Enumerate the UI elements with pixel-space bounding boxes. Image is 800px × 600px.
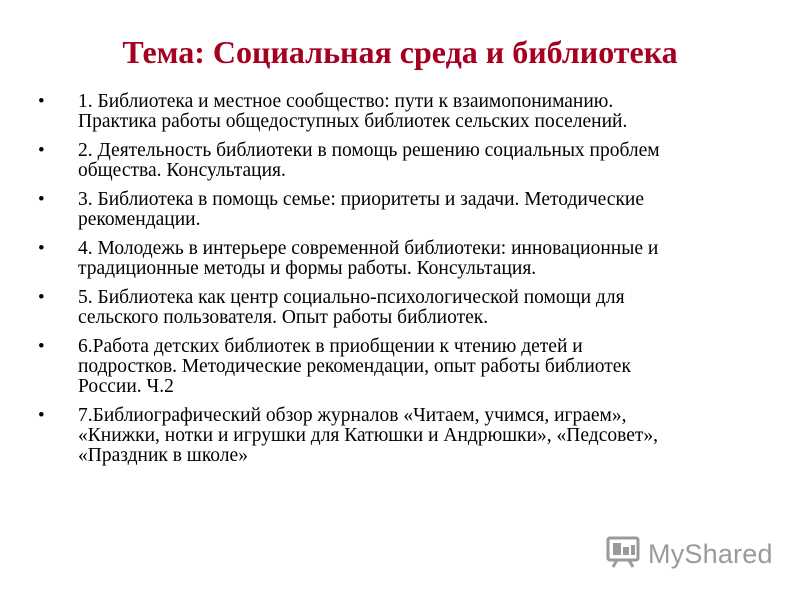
list-item [38,406,763,466]
bullet-icon: • [38,189,45,210]
list-item [38,92,763,132]
watermark-text: MyShared [648,538,773,569]
bullet-icon: • [38,238,45,259]
list-item [38,337,763,397]
list-item-text: 6.Работа детских библиотек в приобщении к чтению детей и подростков. Методические рекомендации, опыт работы библиотек России. Ч.2 [78,336,631,397]
list-item-text: 4. Молодежь в интерьере современной библиотеки: инновационные и традиционные методы и формы работы. Консультация. [78,238,659,279]
bullet-icon: • [38,336,45,357]
watermark-logo [606,537,773,571]
bullet-icon: • [38,405,45,426]
list-item-text: 1. Библиотека и местное сообщество: пути к взаимопониманию. Практика работы общедоступных библиотек сельских поселений. [78,91,628,132]
slide-title: Тема: Социальная среда и библиотека [122,34,678,70]
list-item [38,190,763,230]
list-item-text: 2. Деятельность библиотеки в помощь решению социальных проблем общества. Консультация. [78,140,660,181]
bullet-icon: • [38,91,45,112]
presentation-board-icon [606,536,642,573]
list-item-text: 7.Библиографический обзор журналов «Читаем, учимся, играем», «Книжки, нотки и игрушки для Катюшки и Андрюшки», «Педсовет», «Праздник в школе» [78,405,659,466]
list-item-text: 3. Библиотека в помощь семье: приоритеты и задачи. Методические рекомендации. [78,189,645,230]
list-item-text: 5. Библиотека как центр социально-психологической помощи для сельского пользователя. Опыт работы библиотек. [78,287,625,328]
topic-list [38,92,763,475]
list-item [38,239,763,279]
list-item [38,288,763,328]
list-item [38,141,763,181]
bullet-icon: • [38,140,45,161]
bullet-icon: • [38,287,45,308]
